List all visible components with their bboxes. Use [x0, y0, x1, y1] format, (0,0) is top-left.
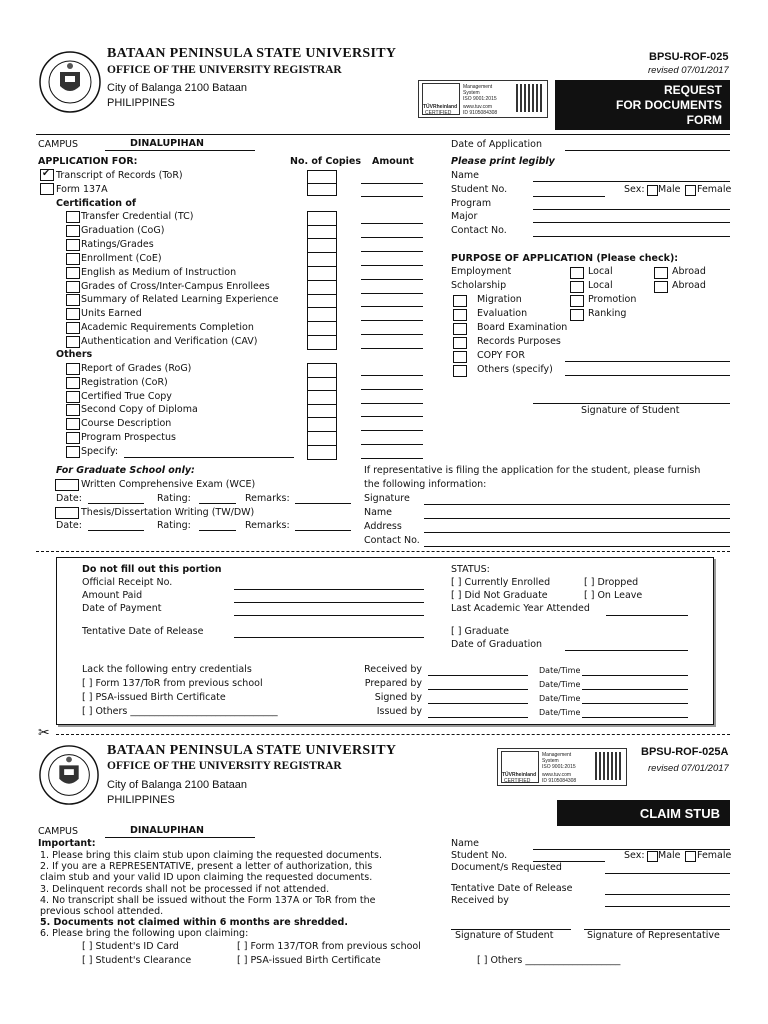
- date-time-label: Date/Time: [539, 666, 581, 675]
- promotion-label: Promotion: [588, 294, 637, 305]
- date-time-field[interactable]: [582, 703, 688, 704]
- stub-tentative-field[interactable]: [605, 894, 730, 895]
- other-item-checkbox[interactable]: [66, 377, 80, 389]
- cert-item-copies-field[interactable]: [307, 211, 337, 226]
- qr-code-icon: [595, 752, 623, 780]
- purpose-title: PURPOSE OF APPLICATION (Please check):: [451, 253, 679, 264]
- cert-item-amount-field[interactable]: [361, 334, 423, 335]
- male-checkbox[interactable]: [647, 185, 658, 196]
- stub-name-field[interactable]: [533, 849, 730, 850]
- rep-field-label: Signature: [364, 493, 410, 504]
- processing-signature-field[interactable]: [428, 703, 528, 704]
- other-item-label: Second Copy of Diploma: [81, 404, 198, 416]
- wce-checkbox[interactable]: [55, 479, 79, 491]
- student-field-input[interactable]: [533, 222, 730, 223]
- cert-item-checkbox[interactable]: [66, 267, 80, 279]
- processing-label: Signed by: [374, 692, 422, 703]
- cert-label: CERTIFIED: [504, 778, 531, 784]
- promotion-checkbox[interactable]: [570, 295, 584, 307]
- ranking-checkbox[interactable]: [570, 309, 584, 321]
- date-of-application-label: Date of Application: [451, 139, 542, 150]
- university-name: BATAAN PENINSULA STATE UNIVERSITY: [107, 46, 397, 61]
- purpose-label: Board Examination: [477, 321, 568, 333]
- cert-item-label: Graduation (CoG): [81, 224, 165, 236]
- stub-female-label: Female: [697, 850, 732, 861]
- rep-field-label: Name: [364, 507, 393, 518]
- university-seal-stub: [38, 744, 100, 806]
- other-item-copies-field[interactable]: [307, 363, 337, 378]
- specify-field[interactable]: [124, 457, 294, 458]
- student-field-label: Major: [451, 211, 478, 222]
- form-title-banner: [555, 80, 730, 130]
- purpose-checkbox[interactable]: [453, 351, 467, 363]
- other-item-label: Registration (CoR): [81, 376, 168, 388]
- cert-url: www.tuv.com: [463, 104, 493, 110]
- cert-item-checkbox[interactable]: [66, 322, 80, 334]
- stub-form-code: BPSU-ROF-025A: [641, 746, 729, 758]
- wce-remarks-label: Remarks:: [245, 493, 290, 504]
- processing-label: Issued by: [376, 706, 422, 717]
- documents-requested-label: Document/s Requested: [451, 862, 562, 873]
- cert-item-copies-field[interactable]: [307, 322, 337, 336]
- cert-item-amount-field[interactable]: [361, 306, 423, 307]
- graduate-school-label: For Graduate School only:: [56, 465, 195, 476]
- representative-note-2: the following information:: [364, 479, 487, 490]
- stub-campus-line: [105, 837, 255, 838]
- cert-item-checkbox[interactable]: [66, 239, 80, 251]
- other-item-checkbox[interactable]: [66, 404, 80, 416]
- processing-signature-field[interactable]: [428, 689, 528, 690]
- cert-item-label: English as Medium of Instruction: [81, 266, 237, 278]
- other-item-checkbox[interactable]: [66, 418, 80, 430]
- employment-abroad-checkbox[interactable]: [654, 267, 668, 279]
- processing-signature-field[interactable]: [428, 717, 528, 718]
- other-item-amount-field[interactable]: [361, 444, 423, 445]
- scholarship-label: Scholarship: [451, 280, 507, 291]
- date-time-label: Date/Time: [539, 694, 581, 703]
- application-for-label: APPLICATION FOR:: [38, 156, 138, 167]
- amount-header: Amount: [372, 156, 414, 167]
- purpose-checkbox[interactable]: [453, 295, 467, 307]
- cert-item-amount-field[interactable]: [361, 265, 423, 266]
- other-item-label: Program Prospectus: [81, 432, 176, 443]
- form-title-line: FOR DOCUMENTS: [616, 98, 722, 112]
- employment-local-label: Local: [588, 266, 613, 277]
- processing-label: Prepared by: [364, 678, 422, 689]
- purpose-label: Others (specify): [477, 363, 553, 375]
- student-field-input[interactable]: [533, 181, 730, 182]
- stub-form-revision: revised 07/01/2017: [648, 763, 729, 774]
- stub-name-label: Name: [451, 838, 480, 849]
- graduate-option[interactable]: [ ] Graduate: [451, 626, 509, 637]
- important-note: 5. Documents not claimed within 6 months are shredded.: [40, 917, 348, 929]
- other-item-amount-field[interactable]: [361, 375, 423, 376]
- cert-item-copies-field[interactable]: [307, 267, 337, 281]
- official-receipt-field[interactable]: [234, 589, 424, 590]
- cert-item-checkbox[interactable]: [66, 336, 80, 348]
- rep-field-label: Contact No.: [364, 535, 420, 546]
- date-of-graduation-field[interactable]: [565, 650, 688, 651]
- campus-label: CAMPUS: [38, 139, 79, 150]
- office-use-title: Do not fill out this portion: [82, 564, 222, 575]
- stub-campus-label: CAMPUS: [38, 826, 79, 837]
- office-name: OFFICE OF THE UNIVERSITY REGISTRAR: [107, 64, 342, 76]
- bring-birth-cert-option[interactable]: [ ] PSA-issued Birth Certificate: [237, 955, 381, 966]
- thesis-remarks-label: Remarks:: [245, 520, 290, 531]
- purpose-label: COPY FOR: [477, 349, 525, 361]
- processing-label: Received by: [364, 664, 422, 675]
- student-no-field[interactable]: [533, 196, 605, 197]
- date-time-label: Date/Time: [539, 680, 581, 689]
- form137-label: Form 137A: [56, 184, 108, 195]
- cert-item-label: Enrollment (CoE): [81, 252, 162, 264]
- cert-item-amount-field[interactable]: [361, 279, 423, 280]
- cert-line: Management: [463, 84, 493, 90]
- campus-line: [105, 150, 255, 151]
- date-time-field[interactable]: [582, 675, 688, 676]
- other-item-label: Course Description: [81, 418, 172, 430]
- cert-item-checkbox[interactable]: [66, 281, 80, 293]
- date-of-graduation-label: Date of Graduation: [451, 639, 543, 650]
- purpose-label: Evaluation: [477, 307, 528, 319]
- other-item-copies-field[interactable]: [307, 391, 337, 405]
- other-item-label: Report of Grades (RoG): [81, 363, 192, 374]
- copies-field-form137[interactable]: [307, 183, 337, 196]
- employment-local-checkbox[interactable]: [570, 267, 584, 279]
- did-not-graduate-option[interactable]: [ ] Did Not Graduate: [451, 590, 548, 601]
- thesis-rating-field[interactable]: [199, 530, 236, 531]
- amount-paid-label: Amount Paid: [82, 590, 143, 601]
- scholarship-local-checkbox[interactable]: [570, 281, 584, 293]
- cert-item-amount-field[interactable]: [361, 293, 423, 294]
- cert-label: CERTIFIED: [425, 110, 452, 116]
- other-item-copies-field[interactable]: [307, 377, 337, 391]
- section-divider: [36, 551, 730, 552]
- sex-label: Sex:: [624, 184, 645, 195]
- scissors-icon: ✂: [38, 725, 50, 741]
- official-receipt-label: Official Receipt No.: [82, 577, 173, 588]
- currently-enrolled-option[interactable]: [ ] Currently Enrolled: [451, 577, 551, 588]
- cert-line: Management: [542, 752, 572, 758]
- female-label: Female: [697, 184, 732, 195]
- other-item-checkbox[interactable]: [66, 432, 80, 444]
- stub-office-name: OFFICE OF THE UNIVERSITY REGISTRAR: [107, 760, 342, 772]
- thesis-checkbox[interactable]: [55, 507, 79, 519]
- purpose-checkbox[interactable]: [453, 309, 467, 321]
- cert-item-amount-field[interactable]: [361, 320, 423, 321]
- student-field-input[interactable]: [533, 209, 730, 210]
- certification-of-label: Certification of: [56, 198, 137, 209]
- last-ay-label: Last Academic Year Attended: [451, 603, 590, 614]
- other-item-label: Specify:: [81, 445, 119, 457]
- cert-item-amount-field[interactable]: [361, 223, 423, 224]
- other-item-amount-field[interactable]: [361, 403, 423, 404]
- thesis-date-label: Date:: [56, 520, 82, 531]
- representative-note: If representative is filing the application for the student, please furnish: [364, 465, 701, 476]
- qr-code-icon: [516, 84, 544, 112]
- other-item-checkbox[interactable]: [66, 391, 80, 403]
- cert-brand: TÜVRheinland: [423, 104, 458, 110]
- employment-label: Employment: [451, 266, 512, 277]
- wce-date-label: Date:: [56, 493, 82, 504]
- student-field-label: Program: [451, 198, 492, 209]
- cut-line: [56, 734, 730, 735]
- amount-field-tor[interactable]: [361, 183, 423, 184]
- stub-country: PHILIPPINES: [107, 794, 175, 806]
- stub-received-by-field[interactable]: [605, 906, 730, 907]
- on-leave-option[interactable]: [ ] On Leave: [584, 590, 643, 601]
- cert-item-label: Grades of Cross/Inter-Campus Enrollees: [81, 280, 270, 292]
- stub-university-name: BATAAN PENINSULA STATE UNIVERSITY: [107, 743, 397, 758]
- stub-city-address: City of Balanga 2100 Bataan: [107, 779, 248, 791]
- rep-field-input[interactable]: [424, 504, 730, 505]
- important-note: previous school attended.: [40, 906, 164, 917]
- date-of-application-field[interactable]: [565, 150, 730, 151]
- rep-field-label: Address: [364, 521, 402, 532]
- male-label: Male: [658, 184, 681, 195]
- cert-item-checkbox[interactable]: [66, 253, 80, 265]
- cert-item-copies-field[interactable]: [307, 239, 337, 253]
- scholarship-abroad-label: Abroad: [672, 280, 706, 291]
- cert-item-label: Academic Requirements Completion: [81, 322, 254, 334]
- status-label: STATUS:: [451, 564, 490, 575]
- bring-clearance-option[interactable]: [ ] Student's Clearance: [82, 955, 192, 966]
- please-print-note: Please print legibly: [451, 156, 555, 167]
- purpose-checkbox[interactable]: [453, 323, 467, 335]
- stub-male-checkbox[interactable]: [647, 851, 658, 862]
- stub-iso-certification-badge: [497, 748, 627, 786]
- ranking-label: Ranking: [588, 308, 627, 319]
- copies-field-tor[interactable]: [307, 170, 337, 184]
- claim-stub-title: CLAIM STUB: [639, 806, 720, 821]
- scholarship-local-label: Local: [588, 280, 613, 291]
- form-code: BPSU-ROF-025: [649, 51, 729, 63]
- stub-signature-student-label: Signature of Student: [455, 930, 554, 941]
- cert-id: ID 9105084308: [463, 110, 498, 116]
- processing-signature-field[interactable]: [428, 675, 528, 676]
- wce-rating-label: Rating:: [157, 493, 191, 504]
- last-ay-field[interactable]: [606, 615, 688, 616]
- iso-certification-badge: [418, 80, 548, 118]
- other-item-copies-field[interactable]: [307, 418, 337, 432]
- cert-item-amount-field[interactable]: [361, 251, 423, 252]
- other-item-label: Certified True Copy: [81, 390, 172, 402]
- wce-remarks-field[interactable]: [295, 503, 351, 504]
- bring-form137-option[interactable]: [ ] Form 137/TOR from previous school: [237, 941, 421, 952]
- cert-item-copies-field[interactable]: [307, 225, 337, 239]
- tor-check-mark: ✔: [42, 168, 50, 179]
- other-item-amount-field[interactable]: [361, 389, 423, 390]
- purpose-label: Migration: [477, 294, 522, 305]
- cert-item-checkbox[interactable]: [66, 225, 80, 237]
- important-note: 3. Delinquent records shall not be processed if not attended.: [40, 883, 330, 895]
- cert-item-checkbox[interactable]: [66, 308, 80, 320]
- date-time-field[interactable]: [582, 717, 688, 718]
- rep-field-input[interactable]: [424, 546, 730, 547]
- cert-item-amount-field[interactable]: [361, 237, 423, 238]
- thesis-remarks-field[interactable]: [295, 530, 351, 531]
- stub-male-label: Male: [658, 850, 681, 861]
- employment-abroad-label: Abroad: [672, 266, 706, 277]
- female-checkbox[interactable]: [685, 185, 696, 196]
- header-divider: [36, 134, 730, 135]
- important-note: claim stub and your valid ID upon claiming the requested documents.: [40, 872, 373, 884]
- thesis-rating-label: Rating:: [157, 520, 191, 531]
- cert-line: ISO 9001:2015: [463, 96, 497, 102]
- other-item-amount-field[interactable]: [361, 430, 423, 431]
- rep-field-input[interactable]: [424, 532, 730, 533]
- form137-checkbox[interactable]: [40, 183, 54, 195]
- lack-others-option[interactable]: [ ] Others _______________________________: [82, 706, 278, 717]
- dropped-option[interactable]: [ ] Dropped: [584, 577, 639, 588]
- cert-id: ID 9105084308: [542, 778, 577, 784]
- cert-item-copies-field[interactable]: [307, 294, 337, 308]
- wce-rating-field[interactable]: [199, 503, 236, 504]
- signature-of-student-label: Signature of Student: [581, 405, 680, 416]
- stub-received-by-label: Received by: [451, 895, 509, 906]
- thesis-date-field[interactable]: [88, 530, 144, 531]
- cert-item-checkbox[interactable]: [66, 211, 80, 223]
- documents-requested-field[interactable]: [605, 873, 730, 874]
- other-item-copies-field[interactable]: [307, 432, 337, 446]
- other-item-copies-field[interactable]: [307, 404, 337, 418]
- important-label: Important:: [38, 838, 96, 849]
- lack-form137-option[interactable]: [ ] Form 137/ToR from previous school: [82, 678, 263, 689]
- rep-field-input[interactable]: [424, 518, 730, 519]
- cert-item-copies-field[interactable]: [307, 336, 337, 350]
- tentative-release-label: Tentative Date of Release: [82, 626, 204, 637]
- stub-signature-rep-label: Signature of Representative: [587, 930, 720, 941]
- amount-paid-field[interactable]: [234, 602, 424, 603]
- lack-credentials-label: Lack the following entry credentials: [82, 664, 252, 675]
- important-note: 2. If you are a REPRESENTATIVE, present a letter of authorization, this: [40, 861, 373, 873]
- copy-for-field[interactable]: [565, 361, 730, 362]
- date-time-field[interactable]: [582, 689, 688, 690]
- bring-id-option[interactable]: [ ] Student's ID Card: [82, 941, 179, 952]
- cert-item-copies-field[interactable]: [307, 308, 337, 322]
- cert-line: System: [542, 758, 559, 764]
- other-item-checkbox[interactable]: [66, 446, 80, 458]
- form-title-line: REQUEST: [663, 83, 722, 97]
- cert-item-checkbox[interactable]: [66, 294, 80, 306]
- other-item-checkbox[interactable]: [66, 363, 80, 375]
- stub-sex-label: Sex:: [624, 850, 645, 861]
- tentative-release-field[interactable]: [234, 637, 424, 638]
- student-field-input[interactable]: [533, 236, 730, 237]
- cert-item-label: Transfer Credential (TC): [81, 211, 194, 222]
- no-of-copies-header: No. of Copies: [290, 156, 362, 167]
- purpose-checkbox[interactable]: [453, 337, 467, 349]
- other-item-copies-field[interactable]: [307, 446, 337, 460]
- date-of-payment-field[interactable]: [234, 615, 424, 616]
- cert-item-copies-field[interactable]: [307, 281, 337, 295]
- amount-field-form137[interactable]: [361, 196, 423, 197]
- lack-birth-cert-option[interactable]: [ ] PSA-issued Birth Certificate: [82, 692, 226, 703]
- form-title-line: FORM: [686, 113, 722, 127]
- campus-value: DINALUPIHAN: [130, 138, 204, 149]
- date-time-label: Date/Time: [539, 708, 581, 717]
- cert-item-label: Units Earned: [81, 308, 142, 320]
- tor-label: Transcript of Records (ToR): [56, 170, 183, 181]
- cert-item-label: Ratings/Grades: [81, 238, 154, 250]
- other-item-amount-field[interactable]: [361, 416, 423, 417]
- cert-brand: TÜVRheinland: [502, 772, 537, 778]
- stub-campus-value: DINALUPIHAN: [130, 825, 204, 836]
- others-label: Others: [56, 349, 93, 360]
- cert-url: www.tuv.com: [542, 772, 572, 778]
- cert-line: ISO 9001:2015: [542, 764, 576, 770]
- stub-others-option[interactable]: [ ] Others ____________________: [477, 955, 621, 966]
- cert-item-label: Authentication and Verification (CAV): [81, 336, 258, 348]
- other-item-amount-field[interactable]: [361, 458, 423, 459]
- country: PHILIPPINES: [107, 97, 175, 109]
- cert-item-label: Summary of Related Learning Experience: [81, 294, 279, 306]
- important-note: 4. No transcript shall be issued without the Form 137A or ToR from the: [40, 894, 376, 906]
- important-note: 1. Please bring this claim stub upon claiming the requested documents.: [40, 850, 382, 861]
- scholarship-abroad-checkbox[interactable]: [654, 281, 668, 293]
- cert-item-copies-field[interactable]: [307, 253, 337, 267]
- student-field-label: Name: [451, 170, 480, 181]
- student-signature-field[interactable]: [533, 403, 730, 404]
- cert-item-amount-field[interactable]: [361, 348, 423, 349]
- university-seal: [38, 50, 102, 114]
- purpose-checkbox[interactable]: [453, 365, 467, 377]
- form-revision: revised 07/01/2017: [648, 65, 729, 76]
- thesis-label: Thesis/Dissertation Writing (TW/DW): [81, 507, 255, 518]
- wce-label: Written Comprehensive Exam (WCE): [81, 479, 256, 490]
- stub-female-checkbox[interactable]: [685, 851, 696, 862]
- city-address: City of Balanga 2100 Bataan: [107, 82, 248, 94]
- student-field-label: Student No.: [451, 184, 508, 195]
- claim-stub-banner: [557, 800, 730, 826]
- date-of-payment-label: Date of Payment: [82, 603, 162, 614]
- wce-date-field[interactable]: [88, 503, 144, 504]
- purpose-label: Records Purposes: [477, 335, 561, 347]
- cert-line: System: [463, 90, 480, 96]
- stub-student-no-label: Student No.: [451, 850, 508, 861]
- stub-tentative-label: Tentative Date of Release: [451, 883, 573, 894]
- others-specify-field[interactable]: [565, 375, 730, 376]
- student-field-label: Contact No.: [451, 225, 507, 236]
- important-note: 6. Please bring the following upon claiming:: [40, 928, 249, 940]
